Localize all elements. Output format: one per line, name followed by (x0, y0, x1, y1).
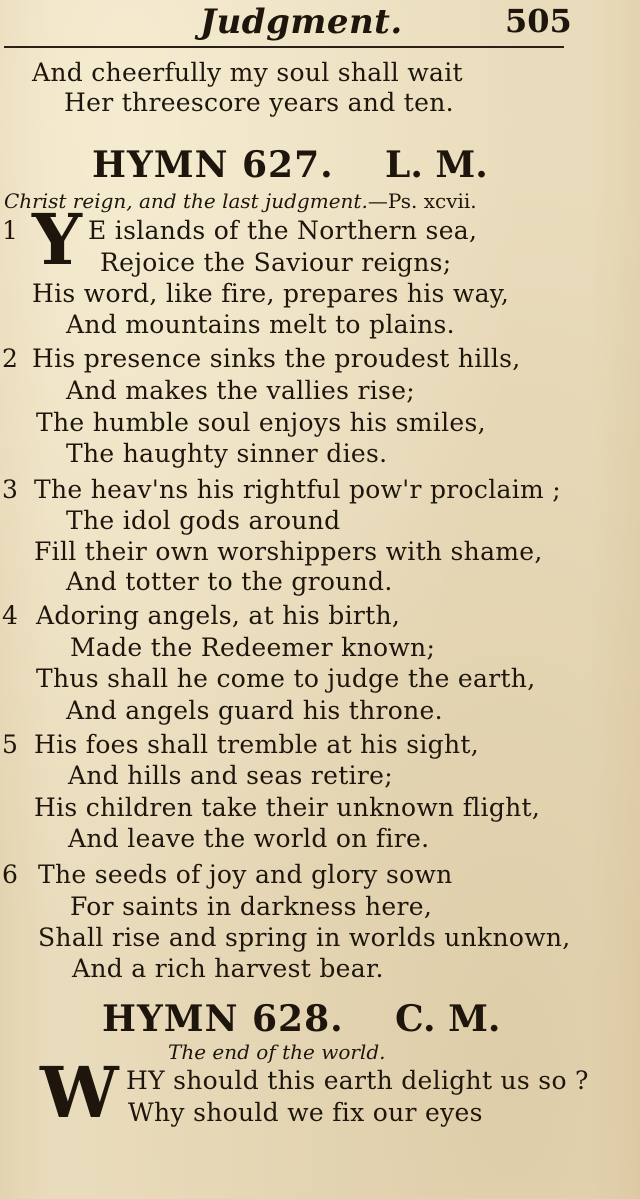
verse-4-line-2: Made the Redeemer known; (70, 633, 436, 662)
verse-1-line-1: E islands of the Northern sea, (88, 216, 478, 245)
verse-1-line-4: And mountains melt to plains. (66, 310, 455, 339)
verse-number-5: 5 (2, 730, 18, 759)
verse-4-line-4: And angels guard his throne. (66, 696, 443, 725)
drop-cap-w: W (40, 1051, 119, 1134)
verse-2-line-3: The humble soul enjoys his smiles, (36, 408, 486, 437)
verse-4-line-3: Thus shall he come to judge the earth, (36, 664, 536, 693)
verse-number-6: 6 (2, 860, 18, 889)
verse-3-line-1: The heav'ns his rightful pow'r proclaim ; (34, 475, 561, 504)
hymn-628-heading: HYMN 628. (102, 998, 344, 1040)
verse-2-line-2: And makes the vallies rise; (66, 376, 416, 405)
verse-1-line-3: His word, like fire, prepares his way, (32, 279, 510, 308)
hymn-628-line-2: Why should we fix our eyes (128, 1098, 483, 1127)
header-rule (4, 46, 564, 48)
verse-6-line-2: For saints in darkness here, (70, 892, 433, 921)
verse-3-line-3: Fill their own worshippers with shame, (34, 537, 543, 566)
verse-2-line-4: The haughty sinner dies. (66, 439, 388, 468)
hymn-627-heading: HYMN 627. (92, 144, 334, 186)
hymn-628-line-1: HY should this earth delight us so ? (126, 1066, 589, 1095)
running-header-title: Judgment. (200, 2, 403, 42)
hymn-627-meter: L. M. (385, 144, 488, 186)
verse-4-line-1: Adoring angels, at his birth, (36, 601, 401, 630)
verse-6-line-3: Shall rise and spring in worlds unknown, (38, 923, 571, 952)
verse-6-line-1: The seeds of joy and glory sown (38, 860, 453, 889)
verse-3-line-4: And totter to the ground. (66, 567, 393, 596)
preceding-line-2: Her threescore years and ten. (64, 88, 454, 117)
verse-1-line-2: Rejoice the Saviour reigns; (100, 248, 452, 277)
verse-5-line-1: His foes shall tremble at his sight, (34, 730, 479, 759)
verse-5-line-4: And leave the world on fire. (68, 824, 430, 853)
preceding-line-1: And cheerfully my soul shall wait (32, 58, 463, 87)
hymn-628-meter: C. M. (395, 998, 501, 1040)
hymn-627-scripture-ref: —Ps. xcvii. (367, 189, 477, 213)
hymn-627-subtitle-text: Christ reign, and the last judgment. (4, 189, 368, 213)
verse-number-1: 1 (2, 216, 18, 245)
hymn-628-subtitle: The end of the world. (168, 1040, 386, 1064)
drop-cap-y: Y (32, 198, 82, 281)
verse-2-line-1: His presence sinks the proudest hills, (32, 344, 521, 373)
verse-number-2: 2 (2, 344, 18, 373)
verse-3-line-2: The idol gods around (66, 506, 341, 535)
verse-5-line-3: His children take their unknown flight, (34, 793, 541, 822)
verse-5-line-2: And hills and seas retire; (68, 761, 393, 790)
verse-number-4: 4 (2, 601, 18, 630)
verse-6-line-4: And a rich harvest bear. (72, 954, 384, 983)
page-number: 505 (505, 2, 572, 40)
verse-number-3: 3 (2, 475, 18, 504)
